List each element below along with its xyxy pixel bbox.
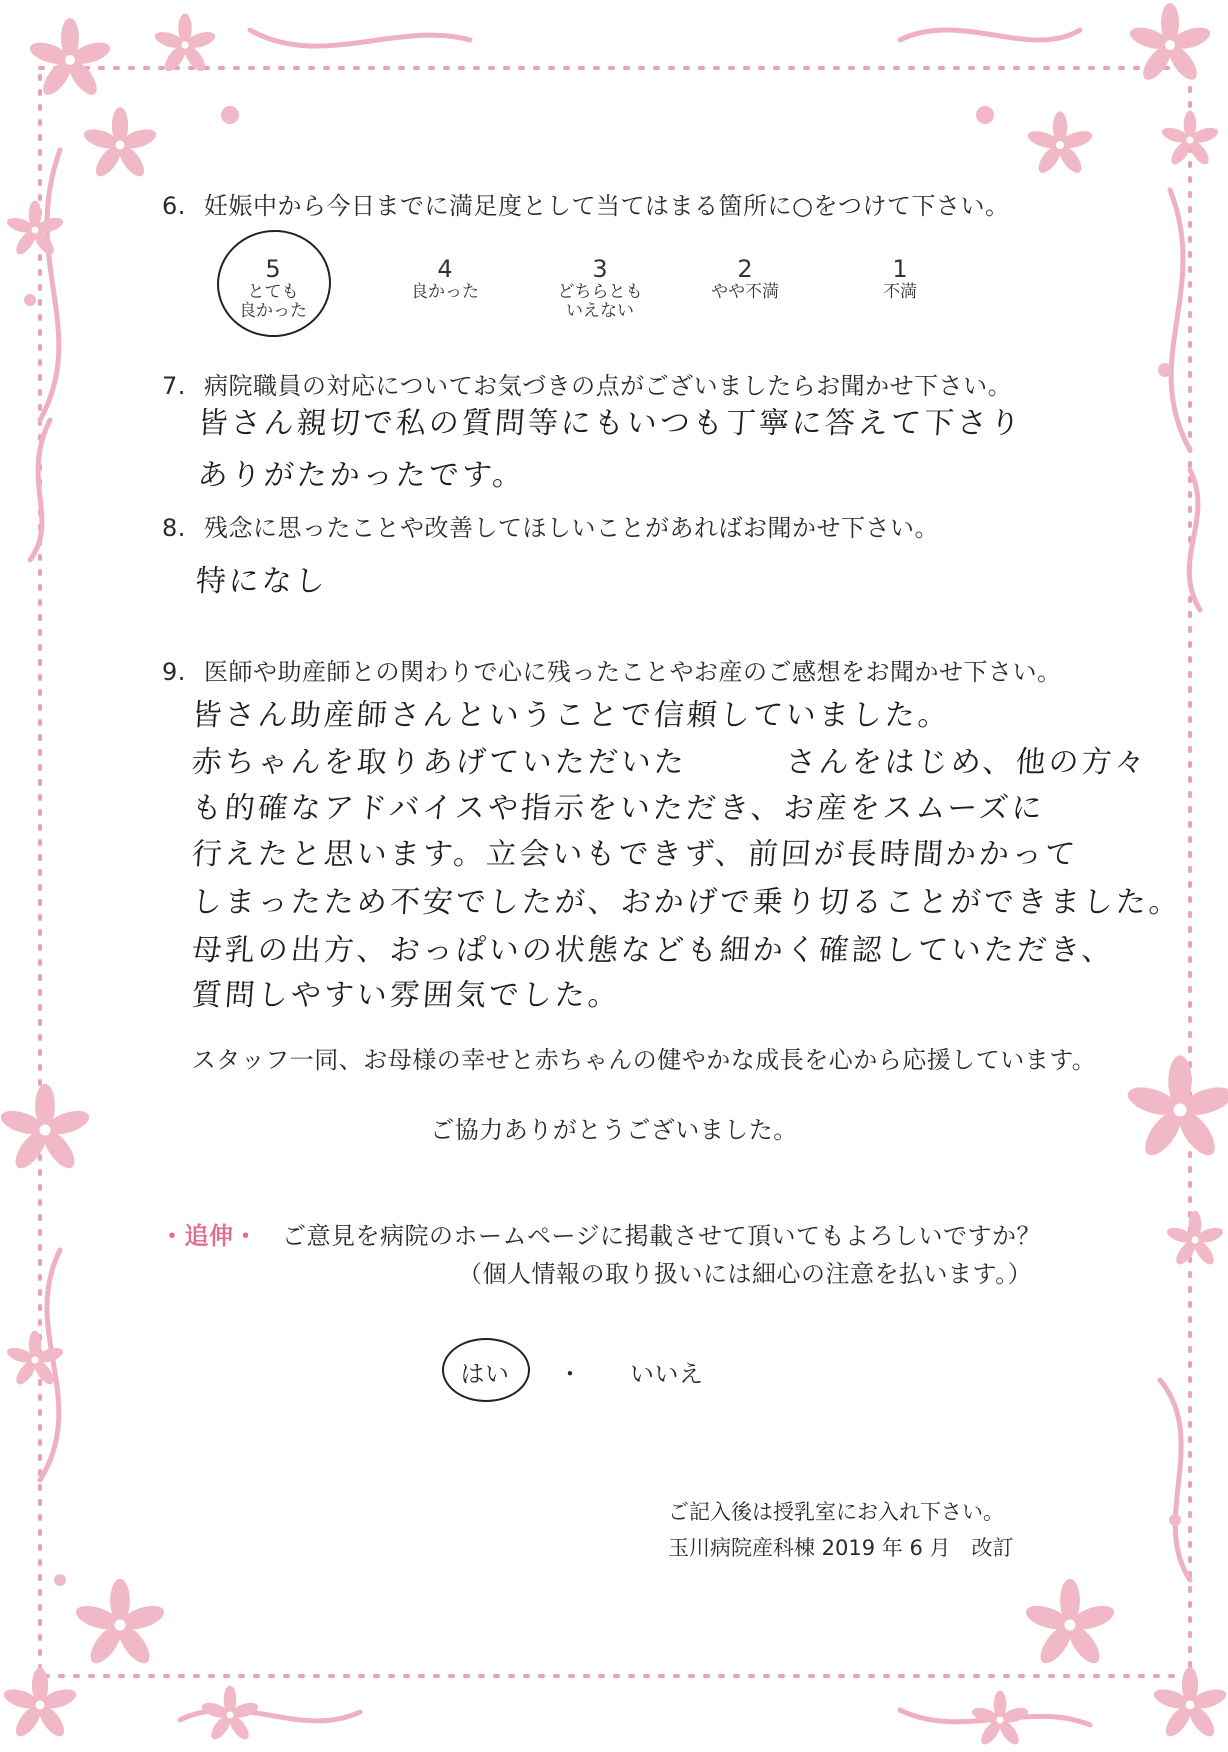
q7-number: 7. — [162, 372, 186, 400]
q7-answer-line: ありがたかったです。 — [196, 458, 527, 493]
q6-line — [162, 186, 1010, 221]
q9-answer-line: 行えたと思います。立会いもできず、前回が長時間かかって — [190, 837, 1080, 872]
q8-text: 残念に思ったことや改善してほしいことがあればお聞かせ下さい。 — [204, 514, 940, 542]
consent-no-option[interactable]: いいえ — [630, 1360, 704, 1388]
rating-option-3[interactable] — [550, 255, 650, 321]
consent-yes-option[interactable]: はい — [460, 1360, 510, 1388]
footer-instruction: ご記入後は授乳室にお入れ下さい。 — [668, 1500, 1004, 1524]
rating-value: 2 — [737, 255, 753, 283]
support-message: スタッフ一同、お母様の幸せと赤ちゃんの健やかな成長を心から応援しています。 — [191, 1046, 1097, 1074]
rating-option-4[interactable] — [400, 255, 490, 302]
q8-answer-line: 特になし — [194, 564, 329, 599]
q9-answer-line: しまったため不安でしたが、おかげで乗り切ることができました。 — [190, 885, 1183, 920]
q9-answer-line: 皆さん助産師さんということで信頼していました。 — [190, 698, 952, 733]
q7-answer-line: 皆さん親切で私の質問等にもいつも丁寧に答えて下さり — [196, 406, 1024, 441]
rating-label: どちらとも — [557, 282, 643, 302]
q9-answer-line: 赤ちゃんを取りあげていただいた さんをはじめ、他の方々 — [190, 745, 1149, 780]
q9-answer-line: も的確なアドバイスや指示をいただき、お産をスムーズに — [190, 791, 1046, 826]
rating-label: とても — [247, 282, 299, 302]
q9-text: 医師や助産師との関わりで心に残ったことやお産のご感想をお聞かせ下さい。 — [204, 658, 1062, 686]
rating-label: やや不満 — [711, 282, 779, 302]
q7-line — [162, 366, 1012, 401]
consent-separator: ・ — [558, 1360, 583, 1388]
q7-text: 病院職員の対応についてお気づきの点がございましたらお聞かせ下さい。 — [204, 372, 1013, 400]
postscript-label: ・追伸・ — [160, 1222, 258, 1250]
rating-value: 4 — [437, 255, 453, 283]
q9-number: 9. — [162, 658, 186, 686]
q9-answer-line: 母乳の出方、おっぱいの状態なども細かく確認していただき、 — [190, 933, 1116, 968]
q6-number: 6. — [162, 192, 186, 220]
rating-label: 不満 — [883, 282, 917, 302]
q8-line — [162, 508, 939, 543]
rating-value: 3 — [592, 255, 608, 283]
q8-number: 8. — [162, 514, 186, 542]
rating-value: 5 — [265, 255, 281, 283]
footer-issuer: 玉川病院産科棟 2019 年 6 月 改訂 — [668, 1536, 1014, 1560]
postscript-question: ご意見を病院のホームページに掲載させて頂いてもよろしいですか？ — [282, 1222, 1042, 1250]
q6-text: 妊娠中から今日までに満足度として当てはまる箇所に○をつけて下さい。 — [204, 192, 1010, 220]
rating-option-1[interactable] — [855, 255, 945, 302]
rating-option-2[interactable] — [700, 255, 790, 302]
postscript-note: （個人情報の取り扱いには細心の注意を払います。） — [458, 1260, 1033, 1288]
rating-label: いえない — [566, 301, 634, 321]
q9-line — [162, 652, 1062, 687]
rating-label: 良かった — [411, 282, 479, 302]
rating-label: 良かった — [239, 301, 307, 321]
rating-value: 1 — [892, 255, 908, 283]
q9-answer-line: 質問しやすい雰囲気でした。 — [190, 978, 622, 1013]
thanks-message: ご協力ありがとうございました。 — [430, 1116, 798, 1144]
selection-circle-consent — [442, 1338, 530, 1402]
